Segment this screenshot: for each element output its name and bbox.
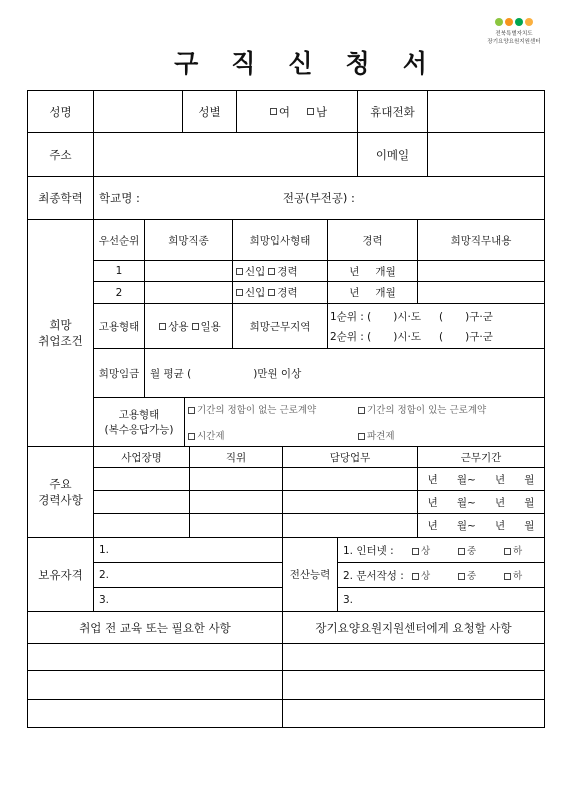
region-gugun-1: )구·군: [465, 310, 493, 323]
employment2-label-2: (복수응답가능): [104, 424, 174, 436]
permanent-label: 기간의 정함이 없는 근로계약: [197, 405, 317, 416]
job-type-1[interactable]: [144, 260, 233, 282]
education-needs-line[interactable]: [27, 670, 283, 700]
employment2-row-1: [185, 402, 544, 416]
region-gugun-2: )구·군: [465, 330, 493, 343]
new-label: 신입: [245, 287, 266, 299]
entry-type-1: [232, 260, 328, 282]
new-checkbox[interactable]: [236, 268, 243, 275]
employment2-options: [184, 397, 545, 447]
education-needs-header: 취업 전 교육 또는 필요한 사항: [27, 611, 283, 644]
employment2-row-2: [185, 428, 544, 442]
address-label: 주소: [27, 132, 94, 177]
year-label: 년: [349, 287, 360, 299]
month-label: 개월: [375, 287, 396, 299]
position-cell[interactable]: [189, 467, 283, 491]
dispatch-label: 파견제: [367, 431, 395, 442]
entry-type-2: [232, 281, 328, 304]
company-cell[interactable]: [93, 467, 190, 491]
female-checkbox[interactable]: [270, 108, 277, 115]
fixed-term-checkbox[interactable]: [358, 407, 365, 414]
email-label: 이메일: [357, 132, 428, 177]
career-label: 경력: [277, 265, 298, 278]
computer-item-name: 2. 문서작성 :: [343, 569, 404, 582]
level-low: 하: [513, 546, 523, 557]
computer-row-2: [337, 562, 545, 588]
new-label: 신입: [245, 265, 266, 278]
logo-dot: [495, 18, 503, 26]
job-type-header: 희망직종: [144, 219, 233, 261]
logo-dot: [505, 18, 513, 26]
period-year-to: 년: [494, 496, 506, 509]
wage-field[interactable]: [144, 348, 545, 398]
duty-header: 희망직무내용: [417, 219, 545, 261]
level-mid-checkbox[interactable]: [458, 548, 465, 555]
regular-label: 상용: [168, 320, 189, 333]
position-cell[interactable]: [189, 513, 283, 538]
logo-line-2: 장기요양요원지원센터: [487, 39, 541, 45]
name-label: 성명: [27, 90, 94, 133]
logo-dot: [515, 18, 523, 26]
level-low-checkbox[interactable]: [504, 548, 511, 555]
center-logo: [476, 18, 552, 46]
priority-1: 1: [93, 260, 145, 282]
level-high-checkbox[interactable]: [412, 573, 419, 580]
duty-cell[interactable]: [282, 490, 418, 514]
career-label-2: 경력사항: [38, 493, 83, 507]
name-field[interactable]: [93, 90, 183, 133]
level-high: 상: [421, 571, 431, 582]
education-needs-line[interactable]: [27, 643, 283, 671]
job-type-2[interactable]: [144, 281, 233, 304]
region-row-1: [328, 309, 493, 324]
level-mid: 중: [467, 571, 477, 582]
center-request-header: 장기요양요원지원센터에게 요청할 사항: [282, 611, 545, 644]
region-sido-1: )시·도: [393, 310, 422, 323]
region-sido-2: )시·도: [393, 330, 422, 343]
duty-2[interactable]: [417, 281, 545, 304]
wage-label: 희망임금: [93, 348, 145, 398]
hope-section-label: [27, 219, 94, 447]
career-label: 경력: [277, 287, 298, 299]
region-row-2: [328, 329, 493, 344]
region-open-1: (: [439, 310, 444, 323]
permanent-checkbox[interactable]: [188, 407, 195, 414]
cert-item-3[interactable]: 3.: [93, 587, 283, 612]
period-month-to: 월: [524, 473, 535, 486]
period-header: 근무기간: [417, 446, 545, 468]
career-label-1: 주요: [49, 477, 72, 491]
hope-label-2: 취업조건: [38, 334, 83, 348]
level-high: 상: [421, 546, 431, 557]
experience-1[interactable]: [327, 260, 418, 282]
employment2-label-1: 고용형태: [118, 409, 160, 421]
regular-checkbox[interactable]: [159, 323, 166, 330]
gender-options: [236, 90, 358, 133]
male-checkbox[interactable]: [307, 108, 314, 115]
center-request-line[interactable]: [282, 699, 545, 728]
cert-item-1[interactable]: 1.: [93, 537, 283, 563]
computer-item-name: 1. 인터넷 :: [343, 544, 394, 557]
education-field[interactable]: [93, 176, 545, 220]
employment-label: 고용형태: [93, 303, 145, 349]
priority-header: 우선순위: [93, 219, 145, 261]
level-mid-checkbox[interactable]: [458, 573, 465, 580]
region-open-2: (: [439, 330, 444, 343]
experience-2[interactable]: [327, 281, 418, 304]
period-month-to: 월: [524, 496, 535, 509]
period-month-from: 월~: [456, 520, 476, 532]
region-label: 희망근무지역: [232, 303, 328, 349]
level-low: 하: [513, 571, 523, 582]
position-header: 직위: [189, 446, 283, 468]
company-cell[interactable]: [93, 490, 190, 514]
period-month-from: 월~: [456, 496, 476, 509]
employment-options: [144, 303, 233, 349]
page-title: 구직신청서: [174, 49, 460, 78]
period-year-to: 년: [494, 520, 506, 532]
duty-1[interactable]: [417, 260, 545, 282]
wage-text: 월 평균 (: [150, 367, 192, 380]
center-request-line[interactable]: [282, 643, 545, 671]
career-section-label: [27, 446, 94, 538]
period-year-to: 년: [494, 473, 506, 486]
level-high-checkbox[interactable]: [412, 548, 419, 555]
position-cell[interactable]: [189, 490, 283, 514]
logo-line-1: 전북특별자치도: [495, 31, 533, 37]
region-rank-1: 1순위 : (: [330, 310, 372, 323]
hope-label-1: 희망: [49, 318, 72, 332]
region-rank-2: 2순위 : (: [330, 330, 372, 343]
gender-label: 성별: [182, 90, 237, 133]
male-label: 남: [316, 104, 328, 119]
phone-field[interactable]: [427, 90, 545, 133]
dispatch-checkbox[interactable]: [358, 433, 365, 440]
period-month-from: 월~: [456, 473, 476, 486]
major-label: 전공(부전공) :: [282, 191, 355, 205]
period-month-to: 월: [524, 520, 535, 532]
logo-mark: [476, 18, 552, 30]
month-label: 개월: [375, 265, 396, 278]
cert-item-2[interactable]: 2.: [93, 562, 283, 588]
period-cell[interactable]: [417, 490, 545, 514]
education-needs-line[interactable]: [27, 699, 283, 728]
year-label: 년: [349, 265, 360, 278]
career-checkbox[interactable]: [268, 268, 275, 275]
duty-cell[interactable]: [282, 513, 418, 538]
daily-checkbox[interactable]: [192, 323, 199, 330]
address-field[interactable]: [93, 132, 358, 177]
duty-cell[interactable]: [282, 467, 418, 491]
computer-label: 전산능력: [282, 537, 338, 612]
period-year: 년: [427, 520, 438, 532]
company-header: 사업장명: [93, 446, 190, 468]
logo-dot: [525, 18, 533, 26]
period-year: 년: [427, 473, 438, 486]
school-label: 학교명 :: [99, 191, 140, 205]
period-cell[interactable]: [417, 513, 545, 538]
priority-2: 2: [93, 281, 145, 304]
computer-row-1: [337, 537, 545, 563]
fixed-term-label: 기간의 정함이 있는 근로계약: [367, 405, 487, 416]
center-request-line[interactable]: [282, 670, 545, 700]
career-checkbox[interactable]: [268, 289, 275, 296]
female-label: 여: [278, 104, 290, 119]
part-time-label: 시간제: [197, 431, 225, 442]
phone-label: 휴대전화: [357, 90, 428, 133]
education-label: 최종학력: [27, 176, 94, 220]
company-cell[interactable]: [93, 513, 190, 538]
region-field[interactable]: [327, 303, 545, 349]
level-low-checkbox[interactable]: [504, 573, 511, 580]
email-field[interactable]: [427, 132, 545, 177]
level-mid: 중: [467, 546, 477, 557]
wage-suffix: )만원 이상: [253, 367, 302, 380]
period-cell[interactable]: [417, 467, 545, 491]
period-year: 년: [427, 496, 438, 509]
entry-type-header: 희망입사형태: [232, 219, 328, 261]
experience-header: 경력: [327, 219, 418, 261]
employment2-label: [93, 397, 185, 447]
computer-row-3[interactable]: 3.: [337, 587, 545, 612]
part-time-checkbox[interactable]: [188, 433, 195, 440]
duty-header: 담당업무: [282, 446, 418, 468]
new-checkbox[interactable]: [236, 289, 243, 296]
daily-label: 일용: [200, 320, 221, 333]
cert-label: 보유자격: [27, 537, 94, 612]
